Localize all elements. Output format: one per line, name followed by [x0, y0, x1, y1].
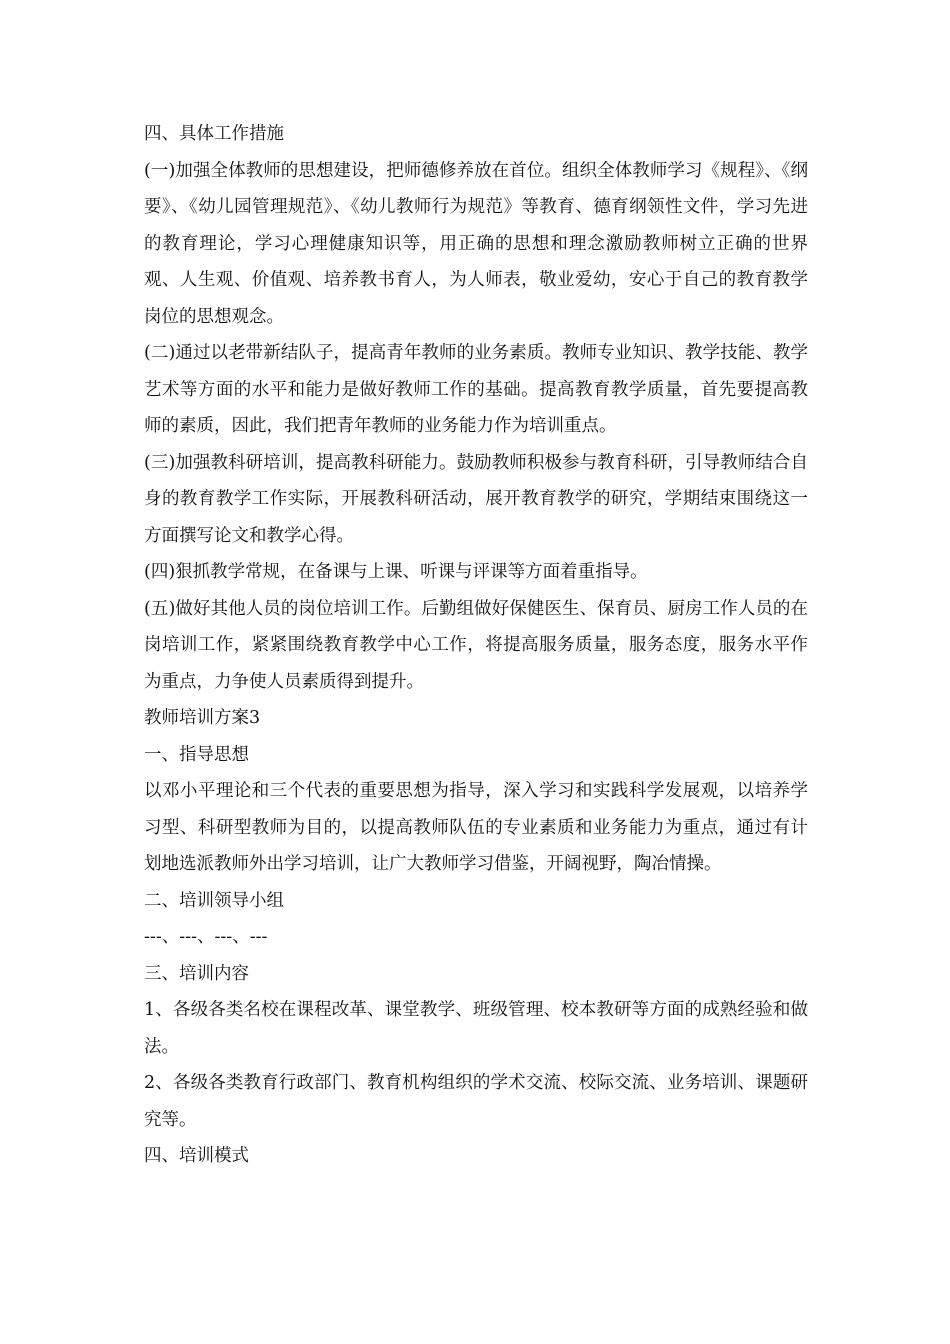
paragraph-content-item-2: 2、各级各类教育行政部门、教育机构组织的学术交流、校际交流、业务培训、课题研究等。 [144, 1073, 808, 1130]
paragraph-measure-3: (三)加强教科研培训，提高教科研能力。鼓励教师积极参与教育科研，引导教师结合自身的教育教学工作实际，开展教科研活动，展开教育教学的研究，学期结束围绕这一方面撰写论文和教学心得。 [144, 452, 808, 546]
document-title-plan-3: 教师培训方案3 [144, 708, 261, 728]
paragraph-leadership-members: ---、---、---、--- [144, 927, 268, 947]
section-heading-guiding-ideology: 一、指导思想 [144, 744, 249, 765]
document-page [144, 116, 808, 1175]
paragraph-measure-1: (一)加强全体教师的思想建设，把师德修养放在首位。组织全体教师学习《规程》、《纲要》、《幼儿园管理规范》、《幼儿教师行为规范》等教育、德育纲领性文件，学习先进的教育理论，学习心理健康知识等，用正确的思想和理念激励教师树立正确的世界观、人生观、价值观、培养教书育人，为人师表，敬业爱幼，安心于自己的教育教学岗位的思想观念。 [144, 160, 808, 327]
paragraph-measure-2: (二)通过以老带新结队子，提高青年教师的业务素质。教师专业知识、教学技能、教学艺术等方面的水平和能力是做好教师工作的基础。提高教育教学质量，首先要提高教师的素质，因此，我们把青年教师的业务能力作为培训重点。 [144, 343, 808, 436]
paragraph-guiding-ideology: 以邓小平理论和三个代表的重要思想为指导，深入学习和实践科学发展观，以培养学习型、科研型教师为目的，以提高教师队伍的专业素质和业务能力为重点，通过有计划地选派教师外出学习培训，让广大教师学习借鉴，开阔视野，陶冶情操。 [144, 781, 808, 874]
paragraph-measure-5: (五)做好其他人员的岗位培训工作。后勤组做好保健医生、保育员、厨房工作人员的在岗培训工作，紧紧围绕教育教学中心工作，将提高服务质量，服务态度，服务水平作为重点，力争使人员素质得到提升。 [144, 598, 808, 692]
section-heading-leadership-group: 二、培训领导小组 [144, 890, 284, 911]
paragraph-content-item-1: 1、各级各类名校在课程改革、课堂教学、班级管理、校本教研等方面的成熟经验和做法。 [144, 1000, 808, 1057]
paragraph-measure-4: (四)狠抓教学常规，在备课与上课、听课与评课等方面着重指导。 [144, 562, 648, 582]
section-heading-training-content: 三、培训内容 [144, 963, 249, 984]
section-heading-measures: 四、具体工作措施 [144, 124, 284, 144]
section-heading-training-mode: 四、培训模式 [144, 1146, 249, 1166]
